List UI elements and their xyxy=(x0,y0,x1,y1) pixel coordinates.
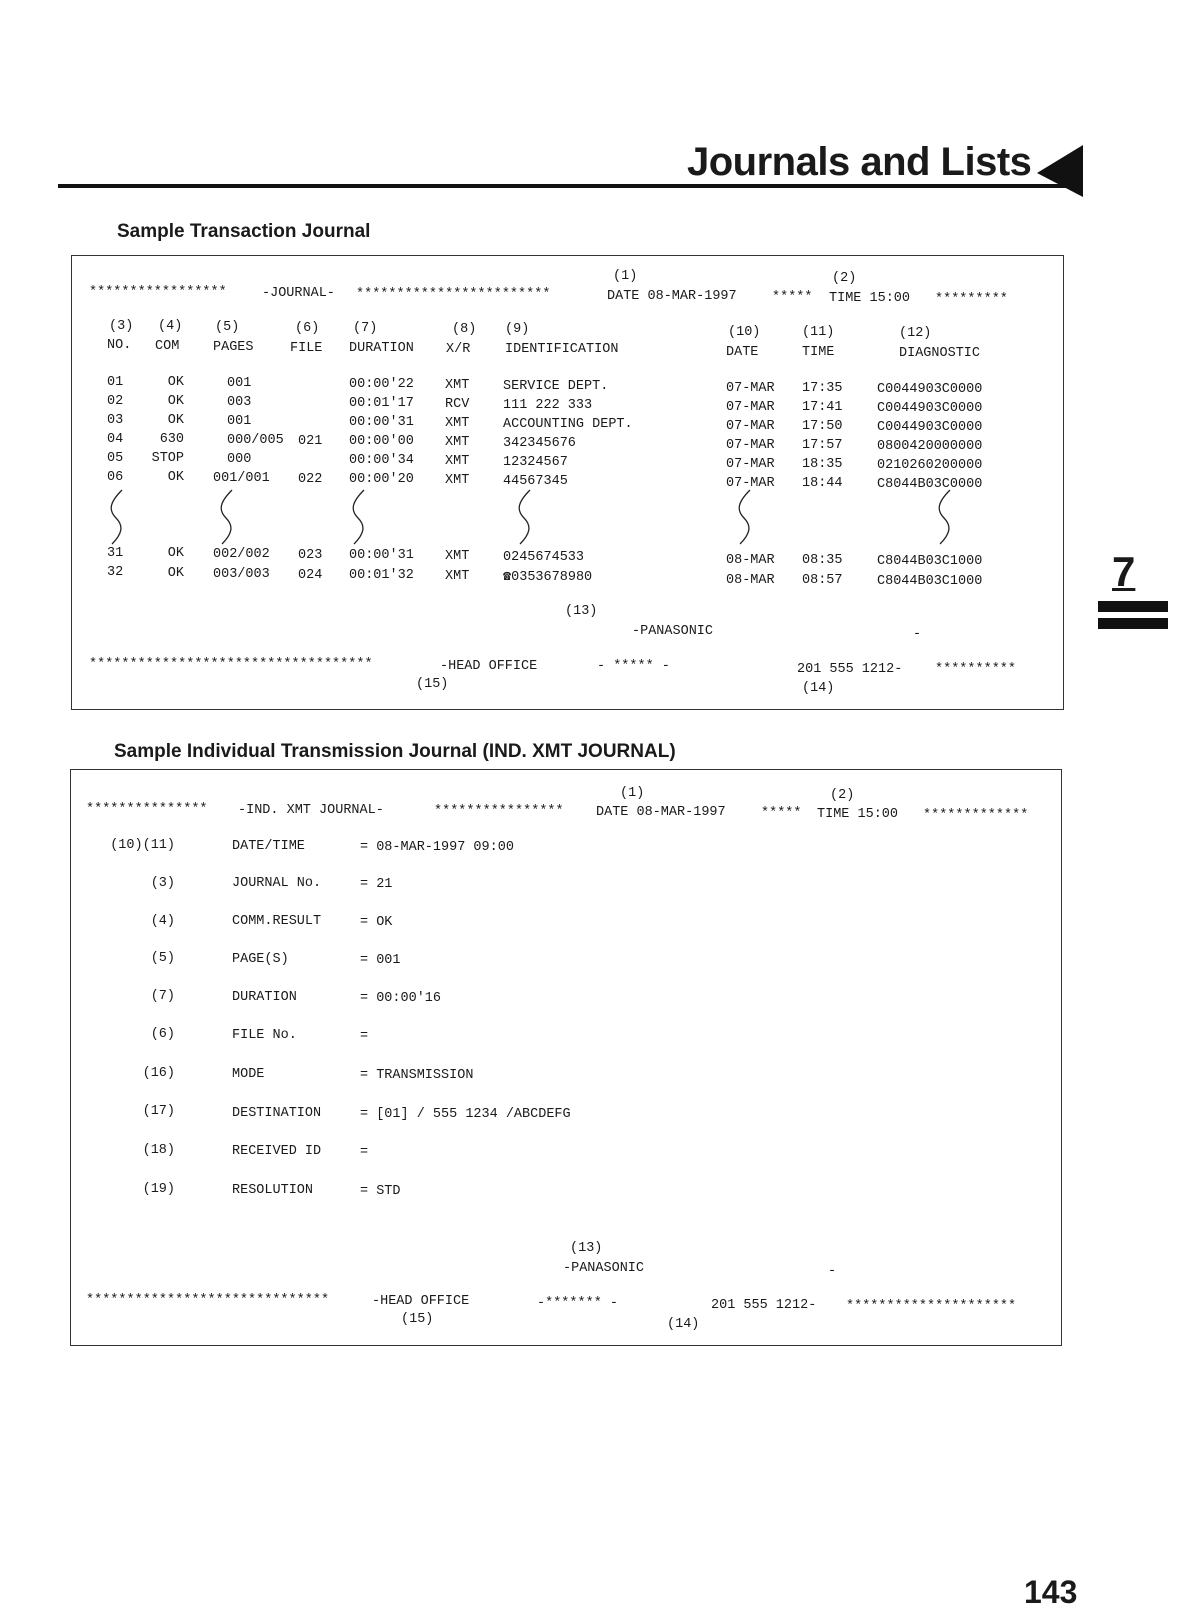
column-ref: (4) xyxy=(158,319,183,334)
cell-com: 630 xyxy=(159,432,184,447)
stars-mid: ************************ xyxy=(356,287,551,302)
cell-duration: 00:00'20 xyxy=(349,472,414,487)
column-header-com: COM xyxy=(155,339,180,354)
cell-diagnostic: C8044B03C0000 xyxy=(877,477,983,492)
field-ref: (7) xyxy=(150,989,175,1004)
cell-pages: 000/005 xyxy=(227,433,284,448)
stars-between: ***** xyxy=(761,806,802,821)
cell-diagnostic: C0044903C0000 xyxy=(877,401,983,416)
cell-no: 32 xyxy=(107,565,124,580)
logo-dash: - xyxy=(828,1264,837,1279)
field-value: = [01] / 555 1234 /ABCDEFG xyxy=(360,1107,571,1122)
chapter-tab-bar-2 xyxy=(1098,618,1168,629)
cell-duration: 00:00'31 xyxy=(349,548,414,563)
cell-no: 01 xyxy=(107,375,124,390)
field-value: = 001 xyxy=(360,953,401,968)
omission-mark xyxy=(519,490,530,544)
cell-no: 04 xyxy=(107,432,124,447)
ref-time: (2) xyxy=(830,788,855,803)
footer-head-office: -HEAD OFFICE xyxy=(372,1294,470,1309)
field-label: DESTINATION xyxy=(232,1106,322,1121)
cell-identification: 44567345 xyxy=(503,474,568,489)
cell-time: 08:35 xyxy=(802,553,843,568)
cell-xr: XMT xyxy=(445,378,470,393)
logo-text: -PANASONIC xyxy=(632,624,714,639)
cell-com: OK xyxy=(167,546,184,561)
cell-no: 02 xyxy=(107,394,124,409)
cell-identification: 0245674533 xyxy=(503,550,585,565)
field-label: DATE/TIME xyxy=(232,839,305,854)
field-label: RESOLUTION xyxy=(232,1183,314,1198)
cell-identification: ☎0353678980 xyxy=(503,570,593,585)
section-title-ind-xmt-journal: Sample Individual Transmission Journal (IND. XMT JOURNAL) xyxy=(114,741,676,762)
column-ref: (7) xyxy=(353,321,378,336)
field-ref: (18) xyxy=(142,1143,175,1158)
cell-file: 023 xyxy=(298,548,323,563)
field-ref: (19) xyxy=(142,1182,175,1197)
cell-xr: XMT xyxy=(445,416,470,431)
field-label: FILE No. xyxy=(232,1028,297,1043)
column-ref: (8) xyxy=(452,322,477,337)
cell-file: 024 xyxy=(298,568,323,583)
cell-xr: RCV xyxy=(445,397,470,412)
ref-number: (14) xyxy=(667,1317,700,1332)
cell-no: 06 xyxy=(107,470,124,485)
journal-date: DATE 08-MAR-1997 xyxy=(596,805,726,820)
cell-file: 022 xyxy=(298,472,323,487)
cell-no: 05 xyxy=(107,451,124,466)
cell-identification: 12324567 xyxy=(503,455,568,470)
ref-head-office: (15) xyxy=(416,677,449,692)
cell-pages: 000 xyxy=(227,452,252,467)
cell-xr: XMT xyxy=(445,454,470,469)
cell-time: 17:50 xyxy=(802,419,843,434)
field-label: PAGE(S) xyxy=(232,952,289,967)
cell-com: OK xyxy=(167,394,184,409)
omission-mark xyxy=(111,490,122,544)
section-title-transaction-journal: Sample Transaction Journal xyxy=(117,221,371,242)
cell-identification: 111 222 333 xyxy=(503,398,593,413)
field-value: = 21 xyxy=(360,877,393,892)
journal-time: TIME 15:00 xyxy=(829,291,911,306)
column-header-time: TIME xyxy=(802,345,835,360)
journal-date: DATE 08-MAR-1997 xyxy=(607,289,737,304)
cell-duration: 00:01'17 xyxy=(349,396,414,411)
column-ref: (9) xyxy=(505,322,530,337)
cell-xr: XMT xyxy=(445,435,470,450)
cell-time: 17:57 xyxy=(802,438,843,453)
omission-mark xyxy=(221,490,232,544)
cell-file: 021 xyxy=(298,434,323,449)
ref-date: (1) xyxy=(613,269,638,284)
cell-pages: 001 xyxy=(227,376,252,391)
cell-date: 08-MAR xyxy=(726,553,775,568)
stars-left: ***************** xyxy=(89,285,227,300)
triangle-pointer-icon xyxy=(1037,145,1083,197)
cell-no: 03 xyxy=(107,413,124,428)
field-label: DURATION xyxy=(232,990,297,1005)
cell-com: STOP xyxy=(151,451,184,466)
cell-date: 07-MAR xyxy=(726,419,775,434)
cell-identification: 342345676 xyxy=(503,436,576,451)
column-ref: (11) xyxy=(802,325,835,340)
ref-head-office: (15) xyxy=(401,1312,434,1327)
cell-pages: 001/001 xyxy=(213,471,270,486)
field-value: = 08-MAR-1997 09:00 xyxy=(360,840,514,855)
footer-stars-right: ********** xyxy=(935,662,1017,677)
cell-pages: 003/003 xyxy=(213,567,270,582)
omission-mark xyxy=(739,490,750,544)
cell-date: 07-MAR xyxy=(726,381,775,396)
chapter-tab-number: 7 xyxy=(1112,548,1136,595)
cell-com: OK xyxy=(167,470,184,485)
cell-pages: 001 xyxy=(227,414,252,429)
cell-duration: 00:01'32 xyxy=(349,568,414,583)
cell-duration: 00:00'34 xyxy=(349,453,414,468)
footer-head-office: -HEAD OFFICE xyxy=(440,659,538,674)
footer-separator: - ***** - xyxy=(597,659,670,674)
ref-logo: (13) xyxy=(565,604,598,619)
field-ref: (16) xyxy=(142,1066,175,1081)
chapter-tab-bar-1 xyxy=(1098,601,1168,612)
cell-date: 07-MAR xyxy=(726,400,775,415)
column-header-date: DATE xyxy=(726,345,759,360)
cell-identification: ACCOUNTING DEPT. xyxy=(503,417,633,432)
cell-duration: 00:00'00 xyxy=(349,434,414,449)
footer-stars-right: ********************* xyxy=(846,1299,1017,1314)
column-header-file: FILE xyxy=(290,341,323,356)
field-value: = xyxy=(360,1029,369,1044)
field-ref: (4) xyxy=(150,914,175,929)
footer-number: 201 555 1212- xyxy=(797,662,903,677)
journal-name: -JOURNAL- xyxy=(262,286,335,301)
field-value: = STD xyxy=(360,1184,401,1199)
cell-diagnostic: C0044903C0000 xyxy=(877,420,983,435)
cell-time: 18:35 xyxy=(802,457,843,472)
column-header-pages: PAGES xyxy=(213,340,254,355)
cell-time: 18:44 xyxy=(802,476,843,491)
cell-diagnostic: C8044B03C1000 xyxy=(877,554,983,569)
stars-right: ************* xyxy=(923,808,1029,823)
journal-name: -IND. XMT JOURNAL- xyxy=(238,803,384,818)
cell-time: 17:41 xyxy=(802,400,843,415)
field-ref: (5) xyxy=(150,951,175,966)
stars-left: *************** xyxy=(86,802,208,817)
stars-right: ********* xyxy=(935,292,1008,307)
field-value: = OK xyxy=(360,915,393,930)
footer-stars-left: *********************************** xyxy=(89,657,373,672)
field-ref: (6) xyxy=(150,1027,175,1042)
field-ref: (17) xyxy=(142,1104,175,1119)
column-ref: (12) xyxy=(899,326,932,341)
cell-com: OK xyxy=(167,375,184,390)
field-label: RECEIVED ID xyxy=(232,1144,322,1159)
column-ref: (6) xyxy=(295,321,320,336)
cell-date: 07-MAR xyxy=(726,476,775,491)
cell-com: OK xyxy=(167,566,184,581)
column-ref: (5) xyxy=(215,320,240,335)
cell-pages: 003 xyxy=(227,395,252,410)
ref-number: (14) xyxy=(802,681,835,696)
footer-separator: -******* - xyxy=(537,1296,619,1311)
stars-between: ***** xyxy=(772,290,813,305)
cell-pages: 002/002 xyxy=(213,547,270,562)
cell-no: 31 xyxy=(107,546,124,561)
page-title: Journals and Lists xyxy=(687,140,1032,184)
cell-duration: 00:00'22 xyxy=(349,377,414,392)
column-header-duration: DURATION xyxy=(349,341,414,356)
omission-mark xyxy=(939,490,950,544)
cell-time: 17:35 xyxy=(802,381,843,396)
cell-diagnostic: 0210260200000 xyxy=(877,458,983,473)
field-value: = xyxy=(360,1145,369,1160)
field-label: MODE xyxy=(232,1067,265,1082)
field-value: = 00:00'16 xyxy=(360,991,442,1006)
ref-logo: (13) xyxy=(570,1241,603,1256)
ref-time: (2) xyxy=(832,271,857,286)
logo-text: -PANASONIC xyxy=(563,1261,645,1276)
cell-com: OK xyxy=(167,413,184,428)
cell-identification: SERVICE DEPT. xyxy=(503,379,609,394)
column-header-identification: IDENTIFICATION xyxy=(505,342,619,357)
field-ref: (3) xyxy=(150,876,175,891)
header-rule xyxy=(58,184,1083,188)
cell-time: 08:57 xyxy=(802,573,843,588)
column-header-no: NO. xyxy=(107,338,132,353)
field-label: JOURNAL No. xyxy=(232,876,322,891)
cell-date: 08-MAR xyxy=(726,573,775,588)
page-number: 143 xyxy=(1024,1574,1078,1610)
cell-date: 07-MAR xyxy=(726,457,775,472)
journal-time: TIME 15:00 xyxy=(817,807,899,822)
cell-date: 07-MAR xyxy=(726,438,775,453)
column-ref: (3) xyxy=(109,319,134,334)
cell-diagnostic: C8044B03C1000 xyxy=(877,574,983,589)
cell-xr: XMT xyxy=(445,569,470,584)
column-header-diagnostic: DIAGNOSTIC xyxy=(899,346,981,361)
footer-number: 201 555 1212- xyxy=(711,1298,817,1313)
column-ref: (10) xyxy=(728,325,761,340)
cell-diagnostic: C0044903C0000 xyxy=(877,382,983,397)
cell-xr: XMT xyxy=(445,473,470,488)
cell-diagnostic: 0800420000000 xyxy=(877,439,983,454)
cell-xr: XMT xyxy=(445,549,470,564)
field-value: = TRANSMISSION xyxy=(360,1068,474,1083)
field-label: COMM.RESULT xyxy=(232,914,322,929)
stars-mid: **************** xyxy=(434,804,564,819)
ref-date: (1) xyxy=(620,786,645,801)
field-ref: (10)(11) xyxy=(110,838,175,853)
ind-xmt-journal-box xyxy=(70,769,1062,1346)
cell-duration: 00:00'31 xyxy=(349,415,414,430)
omission-marks xyxy=(100,488,970,546)
footer-stars-left: ****************************** xyxy=(86,1293,330,1308)
omission-mark xyxy=(353,490,364,544)
column-header-xr: X/R xyxy=(446,342,471,357)
logo-dash: - xyxy=(913,627,922,642)
